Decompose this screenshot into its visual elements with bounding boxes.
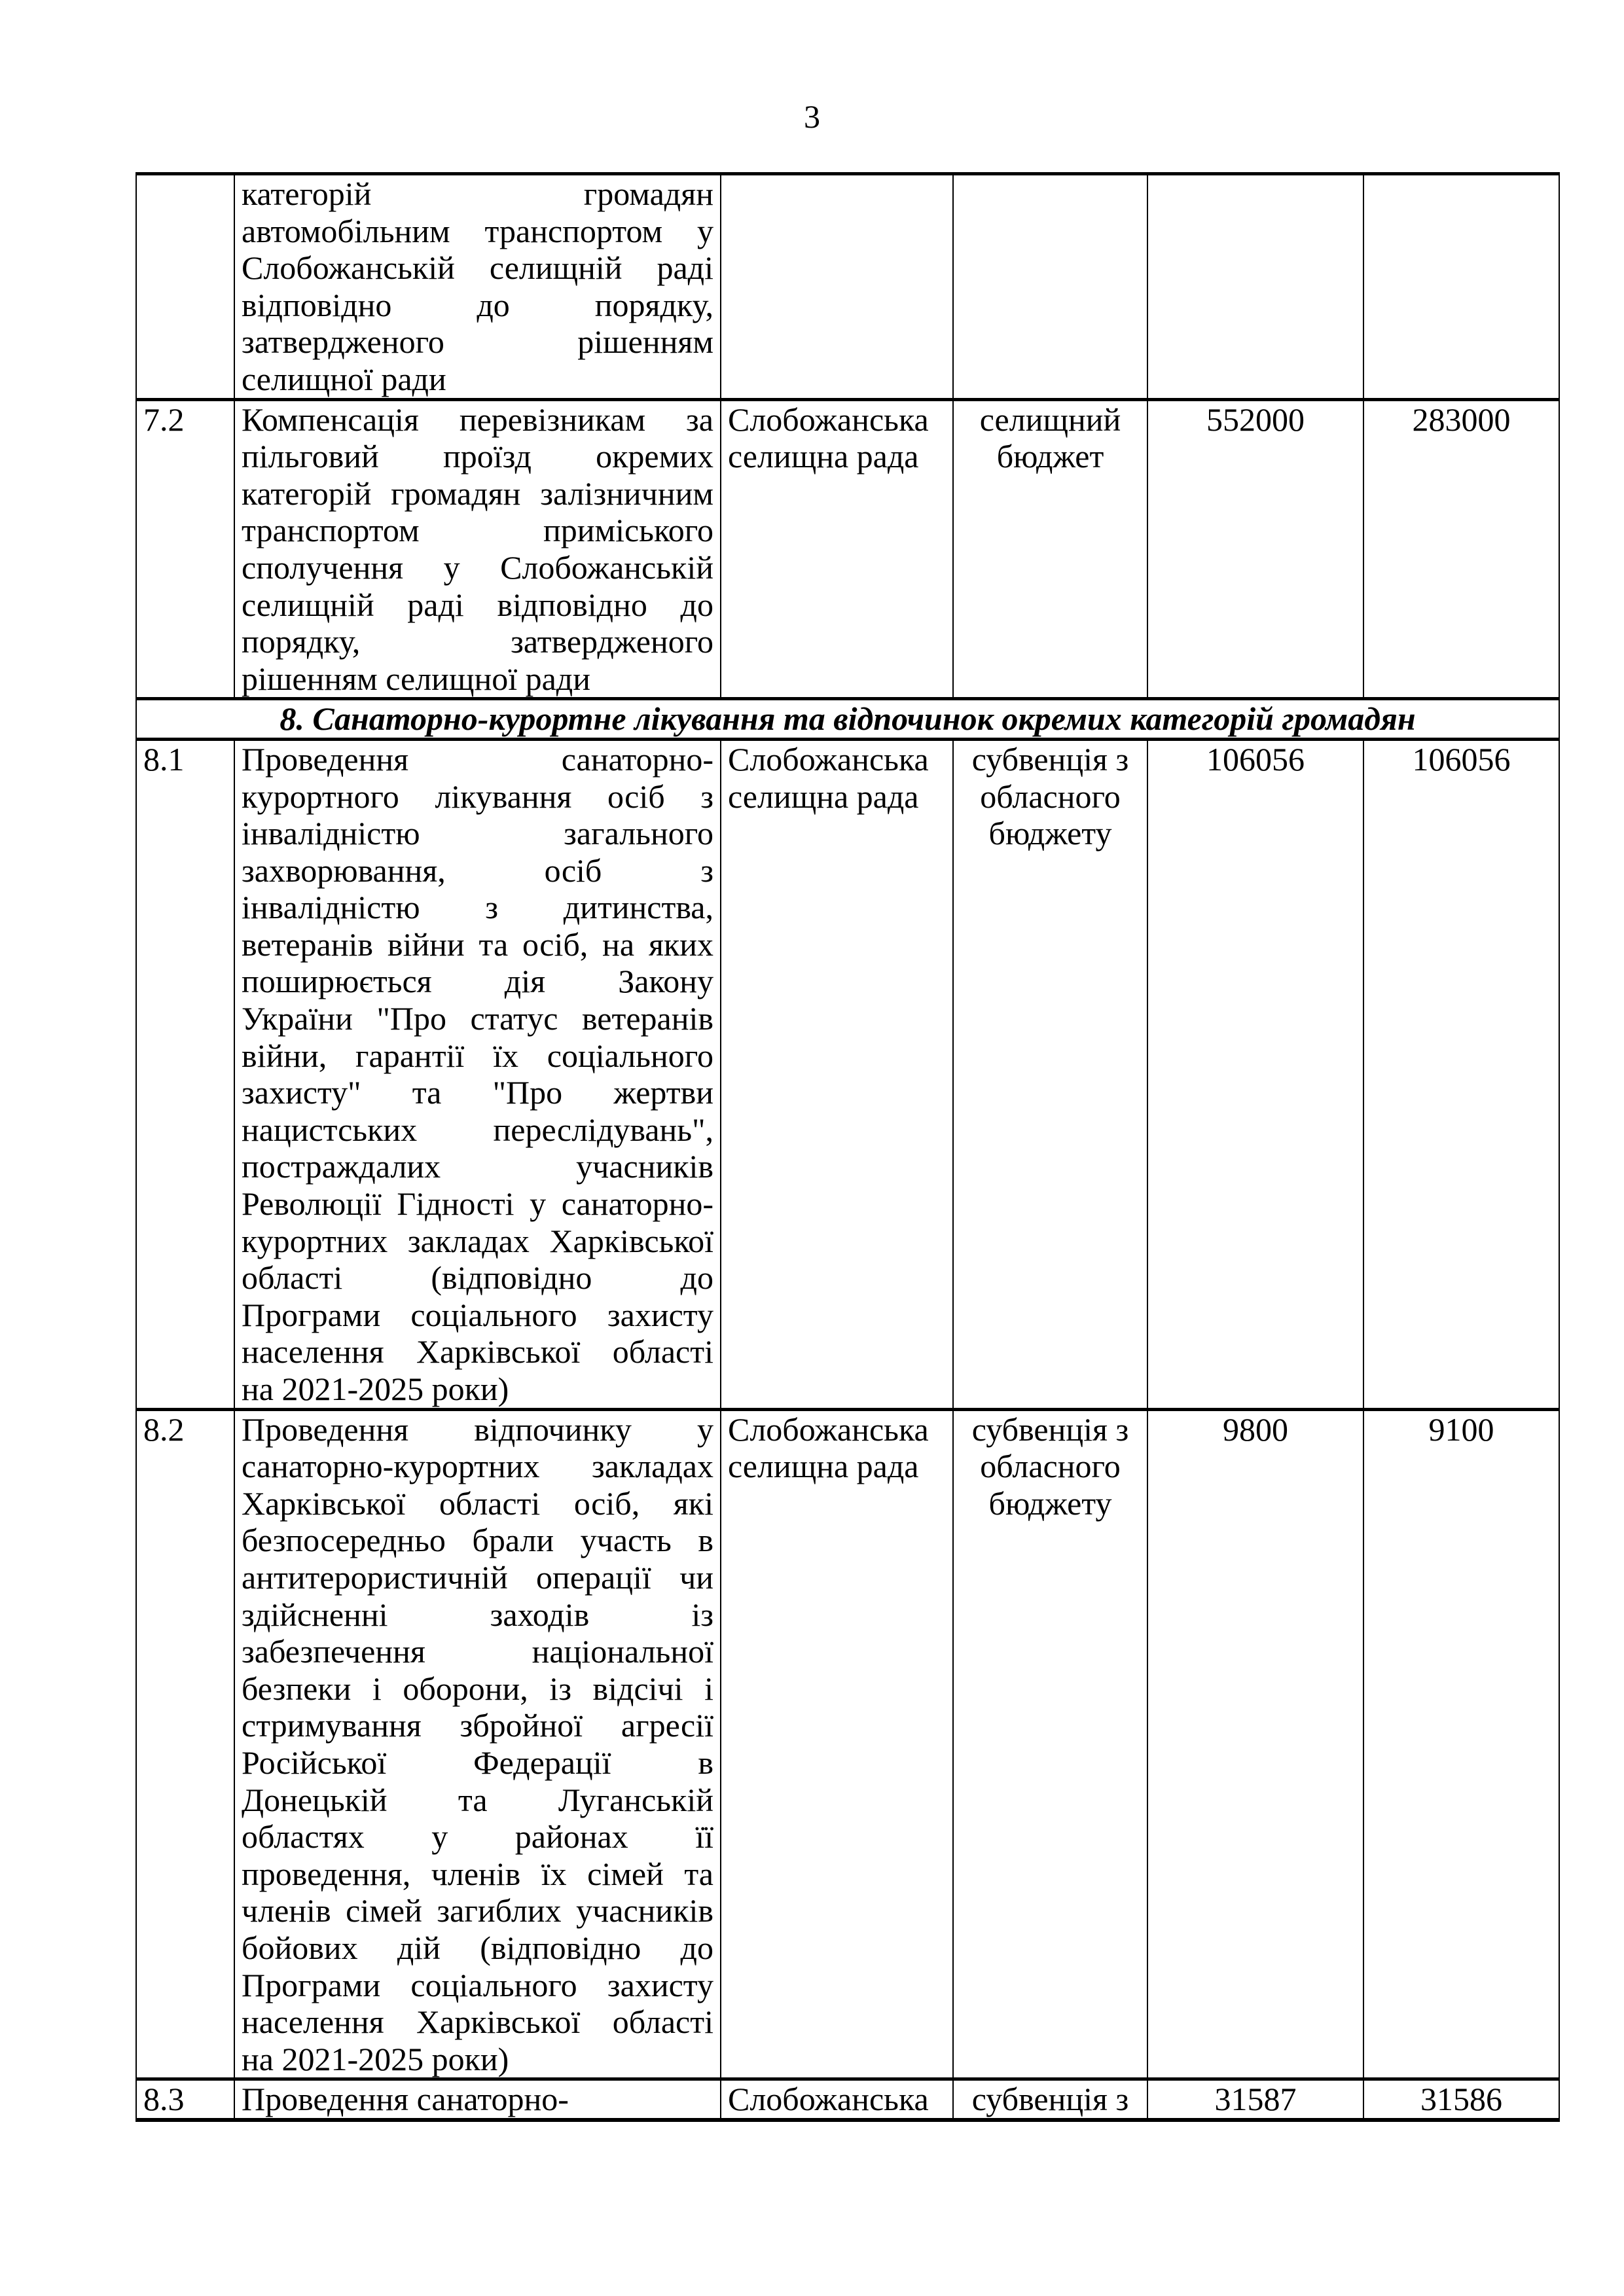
description-line: війни, гарантії їх соціального: [242, 1037, 713, 1074]
description-line: Російської Федерації в: [242, 1744, 713, 1781]
description-line: на 2021-2025 роки): [242, 2040, 509, 2077]
section-heading-row: [136, 699, 1559, 740]
description-line: стримування збройної агресії: [242, 1707, 713, 1744]
item-executor: [721, 739, 953, 1409]
funding-source-line: обласного: [980, 1448, 1121, 1485]
table-row: [136, 1409, 1559, 2079]
item-funding-source: [953, 2079, 1147, 2120]
item-executor: [721, 174, 953, 400]
description-line: області (відповідно до: [242, 1259, 713, 1297]
executor-line: Слобожанська: [728, 401, 929, 438]
description-line: захворювання, осіб з: [242, 852, 713, 889]
item-description: [234, 2079, 721, 2120]
description-line: на 2021-2025 роки): [242, 1371, 509, 1407]
table-row: [136, 739, 1559, 1409]
description-line: членів сімей загиблих учасників: [242, 1892, 713, 1929]
description-line: рішенням селищної ради: [242, 660, 590, 697]
description-line: бойових дій (відповідно до: [242, 1929, 713, 1966]
description-line: безпеки і оборони, із відсічі і: [242, 1670, 713, 1707]
description-line: Програми соціального захисту: [242, 1966, 713, 2003]
description-line: здійсненні заходів із: [242, 1596, 713, 1633]
table-body: [136, 174, 1559, 2120]
description-line: санаторно-курортних закладах: [242, 1448, 713, 1485]
item-description: [234, 174, 721, 400]
description-line: Компенсація перевізникам за: [242, 401, 713, 438]
description-line: курортних закладах Харківської: [242, 1222, 713, 1259]
description-line: транспортом приміського: [242, 512, 713, 549]
description-line: селищній раді відповідно до: [242, 586, 713, 623]
executor-line: Слобожанська: [728, 2081, 929, 2118]
description-line: Харківської області осіб, які: [242, 1484, 713, 1522]
funding-source-line: бюджет: [996, 438, 1104, 475]
description-line: автомобільним транспортом у: [242, 212, 713, 249]
description-line: поширюється дія Закону: [242, 963, 713, 1000]
table-row: [136, 174, 1559, 400]
funding-source-line: субвенція з: [971, 2081, 1129, 2118]
item-executor: [721, 399, 953, 699]
item-number: [136, 174, 234, 400]
description-line: проведення, членів їх сімей та: [242, 1855, 713, 1892]
item-amount-2: 283000: [1363, 399, 1559, 699]
description-line: Донецькій та Луганській: [242, 1781, 713, 1818]
page-number: 3: [804, 98, 820, 135]
description-line: безпосередньо брали участь в: [242, 1522, 713, 1559]
item-amount-1: 106056: [1147, 739, 1363, 1409]
item-amount-1: 9800: [1147, 1409, 1363, 2079]
section-heading: 8. Санаторно-курортне лікування та відпочинок окремих категорій громадян: [136, 699, 1559, 740]
funding-source-line: селищний: [979, 401, 1121, 438]
executor-line: селищна рада: [728, 438, 919, 475]
item-executor: [721, 1409, 953, 2079]
item-funding-source: [953, 399, 1147, 699]
program-table: [135, 172, 1560, 2122]
description-line: сполучення у Слобожанській: [242, 548, 713, 586]
item-number: 8.1: [136, 739, 234, 1409]
description-line: курортного лікування осіб з: [242, 778, 713, 815]
item-amount-2: 31586: [1363, 2079, 1559, 2120]
description-line: нацистських переслідувань",: [242, 1111, 713, 1148]
description-line: відповідно до порядку,: [242, 286, 713, 323]
description-line: ветеранів війни та осіб, на яких: [242, 925, 713, 963]
description-line: Програми соціального захисту: [242, 1296, 713, 1333]
description-line: Проведення відпочинку у: [242, 1410, 713, 1448]
item-executor: [721, 2079, 953, 2120]
item-description: [234, 1409, 721, 2079]
description-line: антитерористичній операції чи: [242, 1558, 713, 1596]
funding-source-line: бюджету: [988, 1484, 1112, 1522]
item-amount-1: 552000: [1147, 399, 1363, 699]
executor-line: селищна рада: [728, 778, 919, 815]
description-line: України "Про статус ветеранів: [242, 1000, 713, 1037]
description-line: Проведення санаторно-: [242, 740, 713, 778]
description-line: інвалідністю з дитинства,: [242, 889, 713, 926]
table-row: [136, 2079, 1559, 2120]
item-number: 7.2: [136, 399, 234, 699]
description-line: селищної ради: [242, 360, 446, 397]
description-line: інвалідністю загального: [242, 815, 713, 852]
description-line: порядку, затвердженого: [242, 623, 713, 660]
funding-source-line: бюджету: [988, 815, 1112, 852]
item-amount-1: [1147, 174, 1363, 400]
description-line: категорій громадян залізничним: [242, 475, 713, 512]
funding-source-line: обласного: [980, 778, 1121, 815]
table-row: [136, 399, 1559, 699]
description-line: забезпечення національної: [242, 1633, 713, 1670]
executor-line: Слобожанська: [728, 740, 929, 778]
description-line: Слобожанській селищній раді: [242, 249, 713, 287]
item-amount-2: 9100: [1363, 1409, 1559, 2079]
description-line: Революції Гідності у санаторно-: [242, 1185, 713, 1223]
item-amount-1: 31587: [1147, 2079, 1363, 2120]
description-line: населення Харківської області: [242, 1333, 713, 1371]
executor-line: селищна рада: [728, 1448, 919, 1485]
executor-line: Слобожанська: [728, 1410, 929, 1448]
item-amount-2: 106056: [1363, 739, 1559, 1409]
item-description: [234, 399, 721, 699]
description-line: затвердженого рішенням: [242, 323, 713, 361]
description-line: населення Харківської області: [242, 2003, 713, 2041]
funding-source-line: субвенція з: [971, 740, 1129, 778]
description-line: Проведення санаторно-: [242, 2081, 569, 2118]
item-funding-source: [953, 739, 1147, 1409]
item-description: [234, 739, 721, 1409]
item-funding-source: [953, 1409, 1147, 2079]
item-number: 8.2: [136, 1409, 234, 2079]
description-line: категорій громадян: [242, 175, 713, 212]
item-amount-2: [1363, 174, 1559, 400]
description-line: пільговий проїзд окремих: [242, 438, 713, 475]
description-line: постраждалих учасників: [242, 1148, 713, 1185]
item-funding-source: [953, 174, 1147, 400]
description-line: областях у районах її: [242, 1818, 713, 1856]
item-number: 8.3: [136, 2079, 234, 2120]
funding-source-line: субвенція з: [971, 1410, 1129, 1448]
description-line: захисту" та "Про жертви: [242, 1074, 713, 1111]
